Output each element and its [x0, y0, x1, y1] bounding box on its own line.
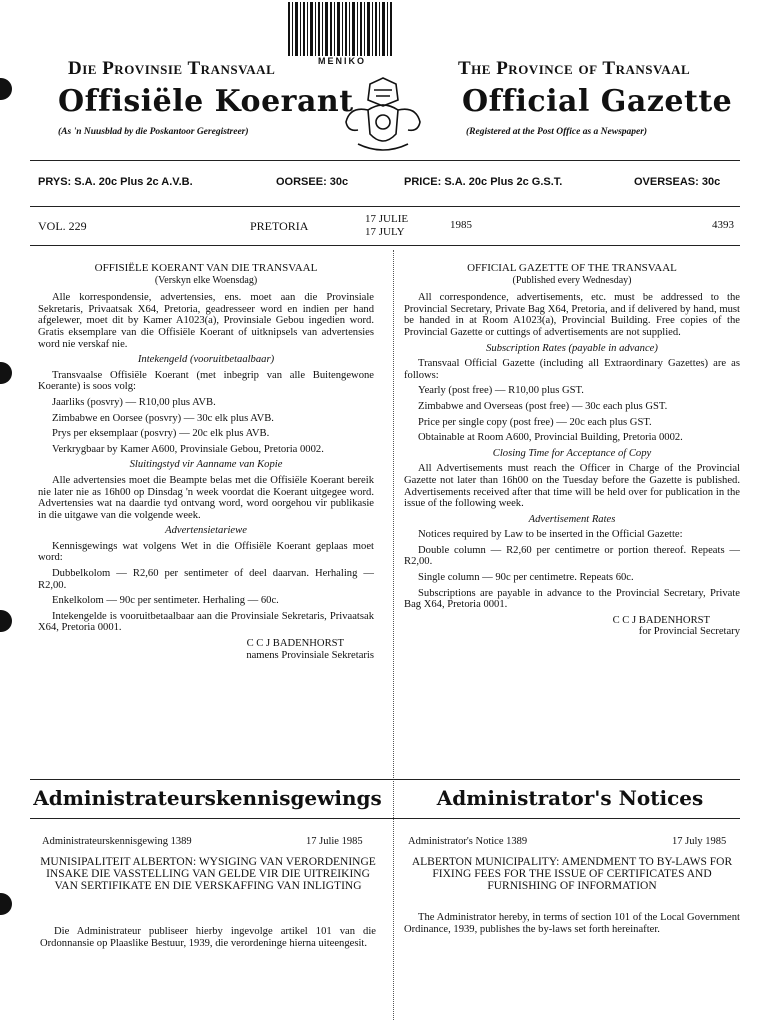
- left-p9: Dubbelkolom — R2,60 per sentimeter of deel daarvan. Herhaling — R2,00.: [38, 568, 374, 591]
- right-p4: Zimbabwe and Overseas (post free) — 30c each plus GST.: [418, 400, 668, 412]
- volume: VOL. 229: [38, 219, 87, 233]
- coat-of-arms-emblem: [338, 70, 428, 158]
- barcode-text: MENIKO: [318, 56, 366, 66]
- right-p6: Obtainable at Room A600, Provincial Building, Pretoria 0002.: [418, 432, 683, 444]
- right-notice-body: [404, 912, 740, 939]
- left-p5: Prys per eksemplaar (posvry) — 20c elk plus AVB.: [52, 428, 270, 440]
- right-p2: Transvaal Official Gazette (including all Extraordinary Gazettes) are as follows:: [404, 358, 740, 381]
- left-subtitle: (Verskyn elke Woensdag): [154, 274, 258, 286]
- left-p2: Transvaalse Offisiële Koerant (met inbegrip van alle Buitengewone Koerante) is soos volg:: [38, 369, 374, 393]
- left-column: [38, 263, 374, 661]
- left-p4: Zimbabwe en Oorsee (posvry) — 30c elk plus AVB.: [52, 412, 274, 424]
- price-rule: [30, 206, 740, 207]
- left-p6: Verkrygbaar by Kamer A600, Provinsiale Gebou, Pretoria 0002.: [52, 443, 324, 455]
- section-rule-bottom: [30, 818, 740, 819]
- header-rule: [30, 160, 740, 161]
- city: PRETORIA: [250, 219, 309, 233]
- date-en: 17 JULY: [365, 226, 405, 238]
- binding-hole-3: [0, 610, 12, 632]
- right-p5: Price per single copy (post free) — 20c each plus GST.: [418, 416, 652, 428]
- right-column: [404, 263, 740, 638]
- right-p11: Subscriptions are payable in advance to the Provincial Secretary, Private Bag X64, Pretoria 0001.: [404, 587, 740, 611]
- left-h3: Advertensietariewe: [165, 525, 247, 537]
- left-notice-body: [40, 926, 376, 953]
- overseas-en: OVERSEAS: 30c: [634, 176, 721, 188]
- left-signature-role: namens Provinsiale Sekretaris: [246, 649, 374, 661]
- date-af: 17 JULIE: [365, 213, 409, 225]
- header-right-top: The Province of Transvaal: [458, 58, 691, 79]
- right-h3: Advertisement Rates: [528, 513, 616, 525]
- binding-hole-2: [0, 362, 12, 384]
- right-p7: All Advertisements must reach the Officer in Charge of the Provincial Gazette not later than 16h00 on the Tuesday before the Gazette is published. Advertisements received after that time will be held over for publication in the issue of the following week.: [404, 463, 740, 510]
- price-en: PRICE: S.A. 20c Plus 2c G.S.T.: [404, 176, 563, 188]
- left-p8: Kennisgewings wat volgens Wet in die Offisiële Koerant geplaas moet word:: [38, 540, 374, 564]
- header-left-title: Offisiële Koerant: [58, 84, 354, 119]
- left-p7: Alle advertensies moet die Beampte belas met die Offisiële Koerant bereik nie later nie as 16h00 op Dinsdag 'n week voordat die Koerant uitgegee word. Advertensies wat na daardie tyd ontvang word, word oorgehou vir publikasie in die uitgawe van die volgende week.: [38, 474, 374, 521]
- year: 1985: [450, 219, 472, 231]
- right-title: OFFICIAL GAZETTE OF THE TRANSVAAL: [467, 262, 677, 274]
- section-rule-top: [30, 779, 740, 780]
- price-af: PRYS: S.A. 20c Plus 2c A.V.B.: [38, 176, 193, 188]
- left-p10: Enkelkolom — 90c per sentimeter. Herhaling — 60c.: [52, 595, 279, 607]
- right-h2: Closing Time for Acceptance of Copy: [492, 447, 652, 459]
- column-divider: [393, 250, 394, 1020]
- left-p11: Intekengelde is vooruitbetaalbaar aan die Provinsiale Sekretaris, Privaatsak X64, Pretoria 0001.: [38, 610, 374, 634]
- right-p9: Double column — R2,60 per centimetre or portion thereof. Repeats — R2,00.: [404, 544, 740, 568]
- right-h1: Subscription Rates (payable in advance): [486, 342, 658, 354]
- issue-number: 4393: [712, 219, 734, 231]
- left-notice-title: MUNISIPALITEIT ALBERTON: WYSIGING VAN VERORDENINGE INSAKE DIE VASSTELLING VAN GELDE VIR DIE UITREIKING VAN SERTIFIKATE EN DIE VERSKAFFING VAN INLIGTING: [40, 856, 376, 892]
- left-section-heading: Administrateurskennisgewings: [33, 786, 382, 810]
- right-p3: Yearly (post free) — R10,00 plus GST.: [418, 385, 584, 397]
- header-right-title: Official Gazette: [462, 84, 733, 119]
- right-signature-role: for Provincial Secretary: [638, 626, 740, 638]
- left-h1: Intekengeld (vooruitbetaalbaar): [137, 354, 275, 366]
- right-notice-body-text: The Administrator hereby, in terms of section 101 of the Local Government Ordinance, 1939, publishes the by-laws set forth hereinafter.: [404, 912, 740, 935]
- left-h2: Sluitingstyd vir Aanname van Kopie: [129, 459, 283, 471]
- barcode: [288, 2, 394, 64]
- right-section-heading: Administrator's Notices: [436, 786, 704, 810]
- right-subtitle: (Published every Wednesday): [512, 274, 632, 286]
- left-p1: Alle korrespondensie, advertensies, ens. moet aan die Provinsiale Sekretaris, Privaatsak X64, Pretoria, geadresseer word en indien per hand afgelewer, moet dit by Kamer A1023(a), Provinsiale Gebou ingedien word. Gratis eksemplare van die Offisiële Koerant of uitknipsels van advertensies word nie verskaf nie.: [38, 292, 374, 350]
- left-signature: C C J BADENHORST: [246, 638, 344, 650]
- binding-hole-1: [0, 78, 12, 100]
- left-p3: Jaarliks (posvry) — R10,00 plus AVB.: [52, 396, 216, 408]
- binding-hole-4: [0, 893, 12, 915]
- right-p8: Notices required by Law to be inserted in the Official Gazette:: [418, 529, 683, 541]
- right-notice-number: Administrator's Notice 1389: [408, 836, 528, 847]
- overseas-af: OORSEE: 30c: [276, 176, 349, 188]
- meta-rule: [30, 245, 740, 246]
- left-notice-number: Administrateurskennisgewing 1389: [42, 836, 192, 847]
- left-notice-body-text: Die Administrateur publiseer hierby ingevolge artikel 101 van die Ordonnansie op Plaaslike Bestuur, 1939, die verordeninge hierna uiteengesit.: [40, 926, 376, 949]
- left-title: OFFISIËLE KOERANT VAN DIE TRANSVAAL: [94, 262, 318, 274]
- right-notice-date: 17 July 1985: [672, 836, 727, 847]
- header-right-subtitle: (Registered at the Post Office as a Newspaper): [466, 127, 648, 137]
- header-left-top: Die Provinsie Transvaal: [68, 58, 276, 79]
- header-left-subtitle: (As 'n Nuusblad by die Poskantoor Geregistreer): [58, 127, 249, 137]
- left-notice-date: 17 Julie 1985: [306, 836, 363, 847]
- right-notice-title: ALBERTON MUNICIPALITY: AMENDMENT TO BY-LAWS FOR FIXING FEES FOR THE ISSUE OF CERTIFICATES AND FURNISHING OF INFORMATION: [411, 856, 733, 892]
- right-p10: Single column — 90c per centimetre. Repeats 60c.: [418, 572, 634, 584]
- right-p1: All correspondence, advertisements, etc. must be addressed to the Provincial Secretary, Private Bag X64, Pretoria, and if delivered by hand, must be handed in at Room A1023(a), Provincial Building. Free copies of the Provincial Gazette or cuttings of advertisements are not supplied.: [404, 292, 740, 338]
- right-signature: C C J BADENHORST: [612, 614, 710, 626]
